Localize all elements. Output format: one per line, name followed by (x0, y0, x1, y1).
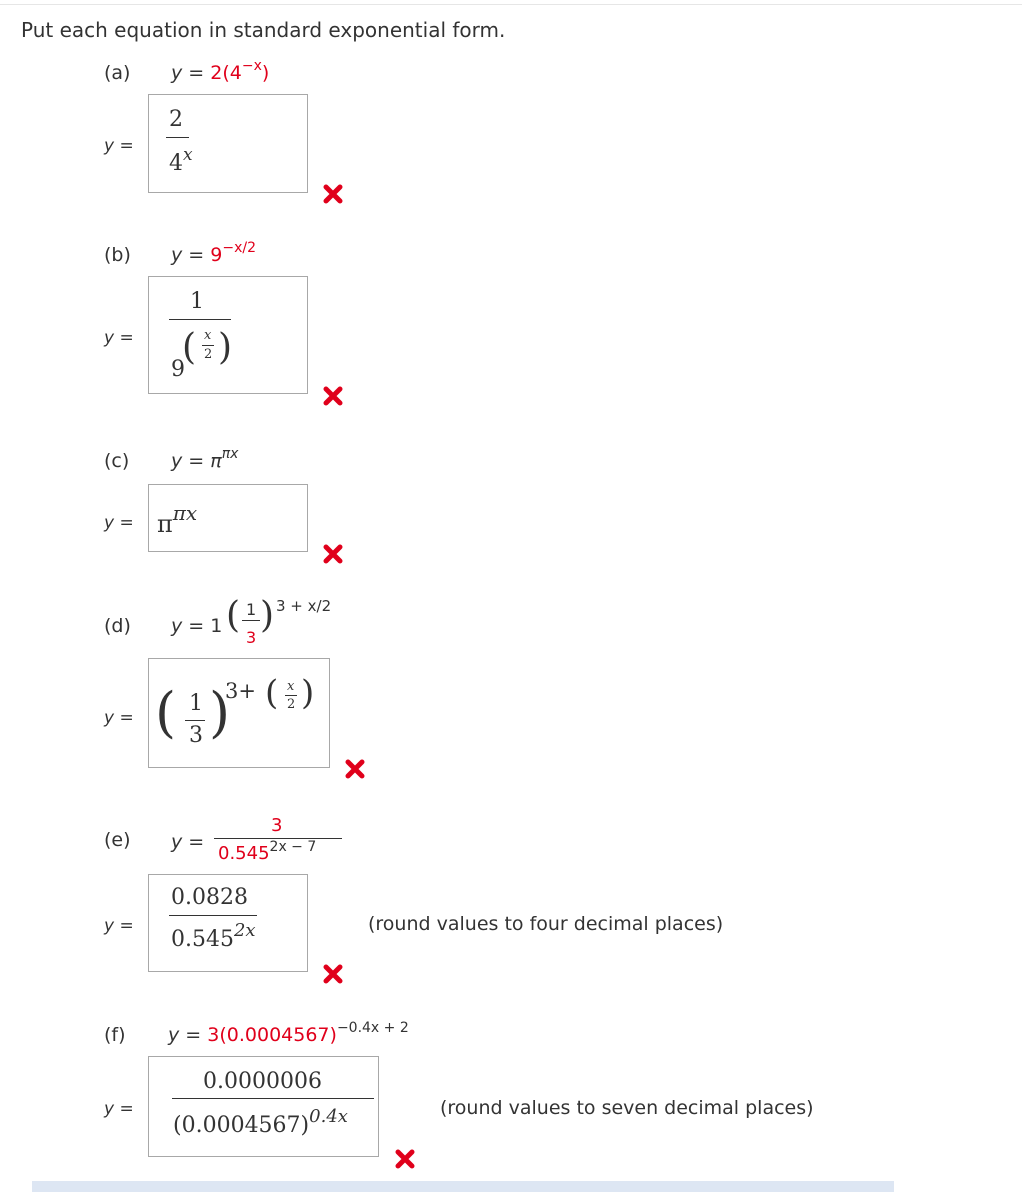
incorrect-x-icon (394, 1148, 416, 1170)
answer-e-input[interactable] (148, 874, 308, 972)
exp-close-paren: ) (301, 673, 315, 713)
given-e-den (218, 839, 317, 864)
given-d-open-paren: ( (226, 595, 241, 636)
incorrect-x-icon (322, 963, 344, 985)
answer-f-y-label: y = (104, 1099, 134, 1119)
given-y: y = (171, 244, 205, 266)
answer-b-fraction-bar (169, 319, 231, 320)
open-paren: ( (182, 327, 197, 368)
answer-f-input[interactable] (148, 1056, 379, 1157)
den-exp: x (183, 145, 193, 165)
exp: πx (172, 501, 198, 525)
given-d-frac-num: 1 (246, 600, 257, 619)
incorrect-x-icon (322, 385, 344, 407)
answer-e-numerator: 0.0828 (171, 885, 248, 910)
answer-a-fraction-bar (166, 137, 189, 138)
given-d-fraction-bar (242, 620, 260, 621)
rounding-note-f: (round values to seven decimal places) (440, 1097, 814, 1119)
given-exp: −0.4x + 2 (336, 1020, 409, 1036)
given-e-num: 3 (271, 815, 283, 836)
incorrect-x-icon (322, 543, 344, 565)
exp-fraction-bar (285, 695, 297, 696)
given-exp: −x/2 (222, 240, 256, 256)
close-paren: ) (218, 327, 233, 368)
given-coef: 1 (210, 615, 223, 637)
close-paren: ) (209, 681, 231, 744)
exp-num: x (287, 679, 295, 694)
part-b-given (171, 240, 256, 266)
part-d-given (171, 615, 222, 637)
instruction: Put each equation in standard exponential form. (21, 18, 506, 42)
answer-f-fraction-bar (172, 1098, 374, 1099)
answer-b-input[interactable] (148, 276, 308, 394)
given-exp: −x (241, 58, 262, 74)
frac-bar (185, 720, 205, 721)
den-base: 4 (169, 151, 183, 176)
answer-e-y-label: y = (104, 916, 134, 936)
part-a-given (171, 58, 270, 84)
part-c-given (171, 446, 239, 472)
exp-den: 2 (204, 347, 213, 362)
part-e-given-y (171, 831, 204, 853)
answer-c-expression (157, 501, 198, 538)
answer-a-denominator (169, 145, 193, 176)
answer-c-y-label: y = (104, 513, 134, 533)
answer-a-y-label: y = (104, 136, 134, 156)
answer-e-denominator (171, 920, 256, 952)
part-d-label: (d) (104, 615, 131, 637)
given-y: y = (171, 62, 205, 84)
part-f-given (168, 1020, 409, 1046)
den-exp: 2x − 7 (269, 839, 317, 855)
den-base: 0.545 (218, 843, 270, 864)
given-y: y = (168, 1024, 202, 1046)
part-f-label: (f) (104, 1024, 126, 1046)
answer-d-y-label: y = (104, 708, 134, 728)
answer-a-numerator: 2 (169, 107, 183, 132)
given-coef: 2(4 (210, 62, 242, 84)
given-base: 9 (210, 244, 223, 266)
exp-num: x (204, 328, 212, 343)
part-e-label: (e) (104, 829, 131, 851)
answer-b-numerator: 1 (190, 289, 204, 314)
den-exp: 0.4x (309, 1106, 348, 1127)
answer-d-input[interactable] (148, 658, 330, 768)
answer-f-denominator (173, 1106, 348, 1138)
answer-f-numerator: 0.0000006 (203, 1069, 322, 1094)
given-y: y = (171, 450, 205, 472)
bottom-bar (32, 1181, 894, 1192)
exp-lead: 3+ (225, 679, 256, 703)
part-b-label: (b) (104, 244, 131, 266)
answer-a-input[interactable] (148, 94, 308, 193)
exp-fraction-bar (202, 345, 214, 346)
open-paren: ( (155, 681, 177, 744)
den-base: 0.545 (171, 927, 234, 952)
rounding-note-e: (round values to four decimal places) (368, 913, 724, 935)
answer-e-fraction-bar (169, 915, 257, 916)
answer-b-den-base: 9 (171, 357, 185, 382)
den-exp: 2x (233, 920, 256, 941)
den-base: (0.0004567) (173, 1113, 310, 1138)
exp-den: 2 (287, 697, 296, 712)
given-d-close-paren: ) (260, 595, 275, 636)
base: π (157, 510, 173, 538)
exp-open-paren: ( (265, 673, 279, 713)
incorrect-x-icon (322, 183, 344, 205)
frac-den: 3 (189, 723, 203, 748)
answer-c-input[interactable] (148, 484, 308, 552)
given-close: ) (261, 62, 270, 84)
part-a-label: (a) (104, 62, 131, 84)
part-c-label: (c) (104, 450, 130, 472)
given-d-exp: 3 + x/2 (276, 597, 332, 615)
given-base: π (210, 450, 222, 472)
given-y: y = (171, 615, 205, 637)
given-coef: 3(0.0004567) (207, 1024, 337, 1046)
answer-b-y-label: y = (104, 328, 134, 348)
given-exp: πx (221, 446, 239, 462)
top-divider (0, 4, 1022, 5)
given-d-frac-den: 3 (246, 628, 257, 647)
incorrect-x-icon (344, 758, 366, 780)
given-y: y = (171, 831, 205, 853)
frac-num: 1 (189, 691, 203, 716)
